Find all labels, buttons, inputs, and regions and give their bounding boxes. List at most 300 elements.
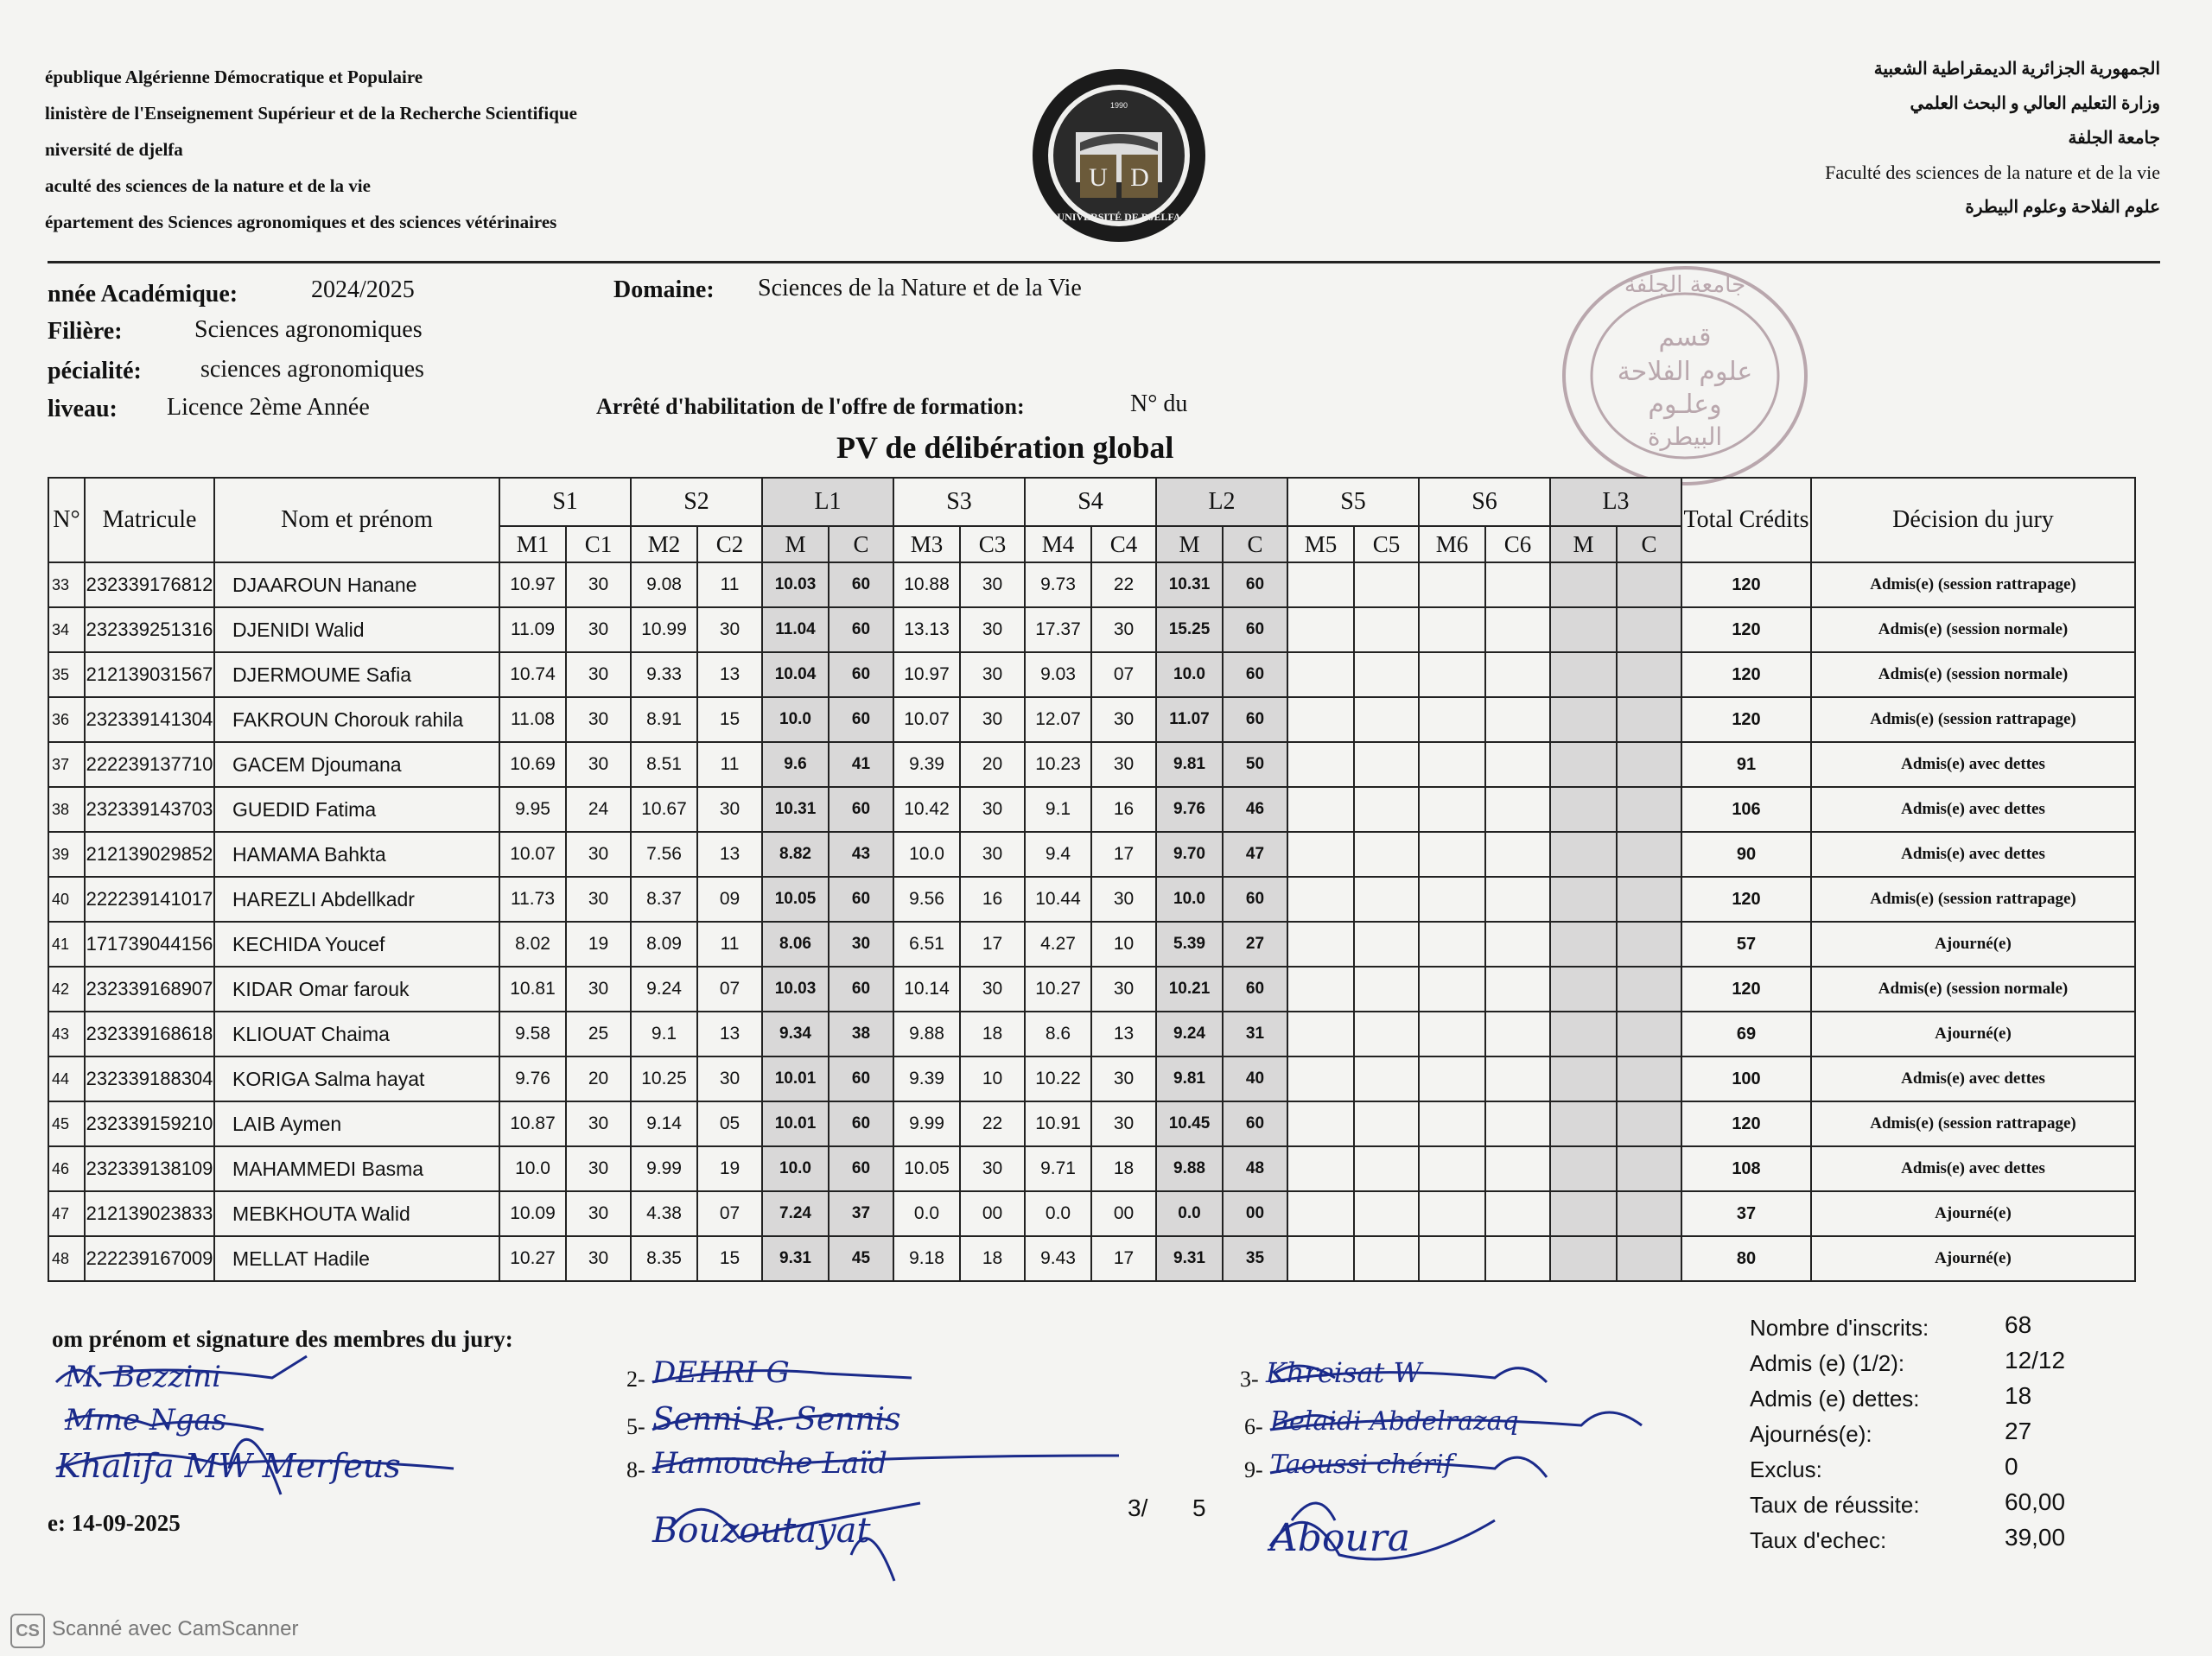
- cell-empty: [1419, 922, 1485, 967]
- cell-grade: 9.33: [631, 652, 697, 697]
- cell-empty: [1550, 967, 1617, 1012]
- cell-empty: [1550, 607, 1617, 652]
- cell-grade: 10.07: [893, 697, 960, 742]
- cell-grade: 9.73: [1025, 562, 1091, 607]
- cell-grade: 45: [829, 1236, 893, 1281]
- cell-decision: Admis(e) avec dettes: [1811, 1056, 2135, 1101]
- cell-grade: 9.31: [1156, 1236, 1223, 1281]
- cell-name: MEBKHOUTA Walid: [214, 1191, 499, 1236]
- cell-grade: 30: [1091, 877, 1156, 922]
- logo-ring-text: UNIVERSITÉ DE DJELFA: [1057, 211, 1181, 223]
- summary-row: [1750, 1311, 2156, 1347]
- camscanner-label: Scanné avec CamScanner: [52, 1617, 299, 1640]
- cell-grade: 40: [1223, 1056, 1287, 1101]
- cell-matricule: 222239167009: [85, 1236, 214, 1281]
- cell-empty: [1354, 562, 1419, 607]
- subcol-header: C: [1223, 526, 1287, 562]
- cell-grade: 16: [960, 877, 1025, 922]
- cell-number: 39: [48, 832, 85, 877]
- cell-grade: 30: [566, 1236, 631, 1281]
- cell-grade: 60: [1223, 562, 1287, 607]
- jury-sig-left-2: Mme Ngas: [65, 1403, 227, 1437]
- cell-total-credits: 120: [1681, 697, 1811, 742]
- cell-empty: [1485, 877, 1550, 922]
- cell-decision: Ajourné(e): [1811, 1236, 2135, 1281]
- cell-total-credits: 69: [1681, 1012, 1811, 1056]
- cell-grade: 12.07: [1025, 697, 1091, 742]
- cell-grade: 60: [1223, 697, 1287, 742]
- cell-grade: 8.06: [762, 922, 829, 967]
- cell-empty: [1617, 1146, 1681, 1191]
- cell-number: 43: [48, 1012, 85, 1056]
- cell-empty: [1485, 562, 1550, 607]
- niveau-value: Licence 2ème Année: [167, 394, 370, 421]
- cell-empty: [1485, 1101, 1550, 1146]
- table-row: [48, 1146, 2135, 1191]
- cell-empty: [1617, 832, 1681, 877]
- cell-grade: 9.4: [1025, 832, 1091, 877]
- cell-grade: 41: [829, 742, 893, 787]
- page-total: 5: [1192, 1494, 1206, 1521]
- cell-empty: [1485, 742, 1550, 787]
- cell-grade: 7.56: [631, 832, 697, 877]
- table-row: [48, 607, 2135, 652]
- cell-empty: [1617, 787, 1681, 832]
- cell-name: FAKROUN Chorouk rahila: [214, 697, 499, 742]
- subcol-header: M: [1550, 526, 1617, 562]
- col-header-s4: S4: [1025, 478, 1156, 526]
- subcol-header: C: [1617, 526, 1681, 562]
- cell-total-credits: 100: [1681, 1056, 1811, 1101]
- cell-number: 35: [48, 652, 85, 697]
- cell-empty: [1617, 607, 1681, 652]
- header-left: [45, 59, 577, 240]
- cell-grade: 30: [960, 832, 1025, 877]
- cell-grade: 10.88: [893, 562, 960, 607]
- cell-empty: [1419, 652, 1485, 697]
- cell-grade: 13: [697, 1012, 762, 1056]
- cell-grade: 10.0: [893, 832, 960, 877]
- cell-empty: [1354, 1146, 1419, 1191]
- table-row: [48, 562, 2135, 607]
- header-faculty-fr: Faculté des sciences de la nature et de la vie: [1825, 162, 2160, 183]
- subcol-header: C3: [960, 526, 1025, 562]
- filiere-value: Sciences agronomiques: [194, 316, 423, 343]
- table-row: [48, 1101, 2135, 1146]
- summary-value: 0: [2005, 1453, 2018, 1480]
- cell-name: DJERMOUME Safia: [214, 652, 499, 697]
- cell-grade: 30: [1091, 1101, 1156, 1146]
- cell-decision: Admis(e) (session normale): [1811, 967, 2135, 1012]
- cell-decision: Admis(e) (session rattrapage): [1811, 1101, 2135, 1146]
- cell-number: 45: [48, 1101, 85, 1146]
- cell-grade: 37: [829, 1191, 893, 1236]
- cell-empty: [1287, 1056, 1354, 1101]
- cell-empty: [1550, 697, 1617, 742]
- cell-grade: 10.67: [631, 787, 697, 832]
- cell-grade: 19: [697, 1146, 762, 1191]
- cell-grade: 10.31: [762, 787, 829, 832]
- cell-empty: [1287, 922, 1354, 967]
- cell-name: MELLAT Hadile: [214, 1236, 499, 1281]
- cell-total-credits: 120: [1681, 562, 1811, 607]
- jury-sig-left-1: M. Bezzini: [65, 1360, 222, 1394]
- cell-grade: 30: [566, 697, 631, 742]
- cell-grade: 9.76: [499, 1056, 566, 1101]
- cell-grade: 20: [960, 742, 1025, 787]
- cell-empty: [1617, 1236, 1681, 1281]
- cell-empty: [1485, 1012, 1550, 1056]
- cell-empty: [1287, 1012, 1354, 1056]
- cell-grade: 60: [1223, 967, 1287, 1012]
- cell-grade: 22: [960, 1101, 1025, 1146]
- cell-empty: [1287, 1191, 1354, 1236]
- cell-empty: [1550, 1146, 1617, 1191]
- cell-matricule: 232339138109: [85, 1146, 214, 1191]
- cell-empty: [1419, 877, 1485, 922]
- cell-grade: 60: [829, 607, 893, 652]
- cell-decision: Admis(e) (session normale): [1811, 607, 2135, 652]
- cell-empty: [1550, 1012, 1617, 1056]
- cell-grade: 09: [697, 877, 762, 922]
- cell-grade: 6.51: [893, 922, 960, 967]
- cell-total-credits: 120: [1681, 1101, 1811, 1146]
- logo-letter-d: D: [1130, 163, 1149, 192]
- cell-grade: 30: [697, 787, 762, 832]
- summary-row: [1750, 1524, 2156, 1559]
- cell-matricule: 222239137710: [85, 742, 214, 787]
- cell-grade: 15.25: [1156, 607, 1223, 652]
- header-republic-ar: الجمهورية الجزائرية الديمقراطية الشعبية: [1873, 60, 2160, 79]
- cell-number: 36: [48, 697, 85, 742]
- cell-grade: 10.05: [762, 877, 829, 922]
- cell-empty: [1354, 1191, 1419, 1236]
- cell-empty: [1287, 742, 1354, 787]
- cell-grade: 9.24: [631, 967, 697, 1012]
- cell-empty: [1485, 652, 1550, 697]
- cell-matricule: 232339168907: [85, 967, 214, 1012]
- cell-empty: [1617, 562, 1681, 607]
- cell-grade: 30: [566, 1146, 631, 1191]
- cell-empty: [1419, 1236, 1485, 1281]
- cell-grade: 10.97: [499, 562, 566, 607]
- cell-empty: [1354, 832, 1419, 877]
- cell-grade: 60: [829, 1056, 893, 1101]
- cell-grade: 24: [566, 787, 631, 832]
- cell-grade: 9.14: [631, 1101, 697, 1146]
- cell-empty: [1354, 1236, 1419, 1281]
- cell-grade: 18: [1091, 1146, 1156, 1191]
- stamp-line-4: البيطرة: [1647, 422, 1723, 451]
- cell-grade: 60: [1223, 652, 1287, 697]
- cell-empty: [1287, 1236, 1354, 1281]
- cell-grade: 07: [1091, 652, 1156, 697]
- cell-number: 33: [48, 562, 85, 607]
- header-ministry-ar: وزارة التعليم العالي و البحث العلمي: [1910, 94, 2160, 113]
- cell-grade: 10.0: [762, 1146, 829, 1191]
- cell-grade: 30: [697, 1056, 762, 1101]
- cell-decision: Admis(e) avec dettes: [1811, 1146, 2135, 1191]
- cell-grade: 10.05: [893, 1146, 960, 1191]
- cell-empty: [1354, 1056, 1419, 1101]
- cell-name: DJENIDI Walid: [214, 607, 499, 652]
- jury-no-5: 5-: [626, 1414, 645, 1439]
- cell-empty: [1550, 1056, 1617, 1101]
- cell-grade: 00: [1091, 1191, 1156, 1236]
- cell-empty: [1485, 922, 1550, 967]
- cell-total-credits: 120: [1681, 607, 1811, 652]
- cell-grade: 19: [566, 922, 631, 967]
- cell-grade: 9.88: [1156, 1146, 1223, 1191]
- jury-sig-2: DEHRI G: [652, 1355, 790, 1390]
- stamp-line-2: علوم الفلاحة: [1617, 357, 1753, 387]
- cell-grade: 11.08: [499, 697, 566, 742]
- cell-name: KIDAR Omar farouk: [214, 967, 499, 1012]
- cell-empty: [1550, 562, 1617, 607]
- cell-grade: 9.70: [1156, 832, 1223, 877]
- cell-empty: [1419, 967, 1485, 1012]
- camscanner-logo: CS: [10, 1614, 45, 1648]
- subcol-header: C: [829, 526, 893, 562]
- cell-grade: 30: [566, 742, 631, 787]
- cell-grade: 30: [1091, 742, 1156, 787]
- cell-grade: 10.07: [499, 832, 566, 877]
- specialite-label: pécialité:: [48, 358, 142, 384]
- cell-decision: Admis(e) (session rattrapage): [1811, 877, 2135, 922]
- cell-empty: [1419, 697, 1485, 742]
- cell-grade: 00: [960, 1191, 1025, 1236]
- cell-grade: 10: [1091, 922, 1156, 967]
- cell-empty: [1485, 1056, 1550, 1101]
- cell-grade: 48: [1223, 1146, 1287, 1191]
- cell-grade: 07: [697, 967, 762, 1012]
- cell-grade: 10.44: [1025, 877, 1091, 922]
- cell-grade: 9.24: [1156, 1012, 1223, 1056]
- cell-grade: 10.42: [893, 787, 960, 832]
- cell-empty: [1354, 922, 1419, 967]
- domaine-label: Domaine:: [613, 276, 715, 303]
- col-header-l3: L3: [1550, 478, 1681, 526]
- cell-total-credits: 120: [1681, 652, 1811, 697]
- cell-empty: [1419, 742, 1485, 787]
- cell-matricule: 222239141017: [85, 877, 214, 922]
- cell-grade: 9.6: [762, 742, 829, 787]
- cell-empty: [1419, 832, 1485, 877]
- cell-grade: 15: [697, 1236, 762, 1281]
- table-row: [48, 697, 2135, 742]
- col-header-nom: Nom et prénom: [214, 478, 499, 562]
- cell-number: 38: [48, 787, 85, 832]
- cell-grade: 30: [566, 607, 631, 652]
- summary-value: 39,00: [2005, 1524, 2066, 1551]
- cell-grade: 60: [829, 877, 893, 922]
- cell-grade: 10.81: [499, 967, 566, 1012]
- table-row: [48, 1191, 2135, 1236]
- niveau-label: liveau:: [48, 396, 118, 422]
- cell-empty: [1419, 1101, 1485, 1146]
- cell-empty: [1419, 1056, 1485, 1101]
- cell-grade: 10.31: [1156, 562, 1223, 607]
- cell-empty: [1419, 1012, 1485, 1056]
- cell-grade: 10.03: [762, 562, 829, 607]
- cell-empty: [1354, 877, 1419, 922]
- cell-decision: Ajourné(e): [1811, 1191, 2135, 1236]
- cell-grade: 8.91: [631, 697, 697, 742]
- cell-grade: 8.37: [631, 877, 697, 922]
- summary-value: 12/12: [2005, 1347, 2066, 1374]
- cell-grade: 25: [566, 1012, 631, 1056]
- jury-sig-9: Taoussi chérif: [1270, 1450, 1453, 1480]
- cell-matricule: 212139031567: [85, 652, 214, 697]
- cell-number: 47: [48, 1191, 85, 1236]
- cell-number: 44: [48, 1056, 85, 1101]
- subcol-header: M3: [893, 526, 960, 562]
- department-stamp: [1555, 259, 1815, 492]
- cell-grade: 60: [1223, 607, 1287, 652]
- summary-row: [1750, 1382, 2156, 1418]
- cell-grade: 17.37: [1025, 607, 1091, 652]
- table-row: [48, 652, 2135, 697]
- specialite-value: sciences agronomiques: [200, 356, 424, 383]
- cell-grade: 27: [1223, 922, 1287, 967]
- cell-empty: [1550, 922, 1617, 967]
- cell-matricule: 232339159210: [85, 1101, 214, 1146]
- col-header-s1: S1: [499, 478, 631, 526]
- cell-matricule: 232339251316: [85, 607, 214, 652]
- cell-total-credits: 37: [1681, 1191, 1811, 1236]
- subcol-header: C2: [697, 526, 762, 562]
- subcol-header: C4: [1091, 526, 1156, 562]
- cell-grade: 9.88: [893, 1012, 960, 1056]
- cell-empty: [1354, 967, 1419, 1012]
- cell-grade: 11.73: [499, 877, 566, 922]
- cell-grade: 30: [697, 607, 762, 652]
- cell-grade: 7.24: [762, 1191, 829, 1236]
- cell-matricule: 232339188304: [85, 1056, 214, 1101]
- cell-grade: 30: [829, 922, 893, 967]
- cell-grade: 11: [697, 562, 762, 607]
- summary-label: Exclus:: [1750, 1456, 1822, 1482]
- cell-grade: 31: [1223, 1012, 1287, 1056]
- cell-matricule: 232339168618: [85, 1012, 214, 1056]
- cell-empty: [1354, 697, 1419, 742]
- cell-grade: 10.0: [1156, 652, 1223, 697]
- cell-number: 42: [48, 967, 85, 1012]
- jury-sig-left-3: Khalifa MW Merfeus: [56, 1447, 401, 1485]
- cell-grade: 50: [1223, 742, 1287, 787]
- cell-empty: [1485, 832, 1550, 877]
- cell-empty: [1485, 967, 1550, 1012]
- subcol-header: C5: [1354, 526, 1419, 562]
- cell-grade: 00: [1223, 1191, 1287, 1236]
- cell-grade: 4.38: [631, 1191, 697, 1236]
- cell-empty: [1354, 652, 1419, 697]
- cell-empty: [1419, 607, 1485, 652]
- subcol-header: C6: [1485, 526, 1550, 562]
- cell-grade: 30: [566, 967, 631, 1012]
- cell-grade: 10.99: [631, 607, 697, 652]
- cell-total-credits: 106: [1681, 787, 1811, 832]
- cell-grade: 10.22: [1025, 1056, 1091, 1101]
- cell-grade: 9.81: [1156, 742, 1223, 787]
- cell-name: DJAAROUN Hanane: [214, 562, 499, 607]
- cell-grade: 46: [1223, 787, 1287, 832]
- col-header-l1: L1: [762, 478, 893, 526]
- cell-grade: 9.56: [893, 877, 960, 922]
- cell-grade: 60: [829, 967, 893, 1012]
- table-row: [48, 1012, 2135, 1056]
- cell-grade: 30: [1091, 1056, 1156, 1101]
- header-divider: [48, 261, 2160, 263]
- cell-empty: [1617, 652, 1681, 697]
- cell-total-credits: 120: [1681, 967, 1811, 1012]
- cell-decision: Admis(e) (session rattrapage): [1811, 562, 2135, 607]
- cell-grade: 60: [829, 1101, 893, 1146]
- cell-name: LAIB Aymen: [214, 1101, 499, 1146]
- summary-label: Nombre d'inscrits:: [1750, 1315, 1929, 1341]
- cell-empty: [1354, 742, 1419, 787]
- cell-matricule: 232339141304: [85, 697, 214, 742]
- summary-value: 18: [2005, 1382, 2032, 1409]
- header-right: [1825, 52, 2160, 225]
- cell-decision: Admis(e) avec dettes: [1811, 832, 2135, 877]
- summary-label: Admis (e) dettes:: [1750, 1386, 1920, 1412]
- cell-grade: 9.18: [893, 1236, 960, 1281]
- cell-grade: 30: [566, 1191, 631, 1236]
- cell-empty: [1287, 877, 1354, 922]
- col-header-decision: Décision du jury: [1811, 478, 2135, 562]
- cell-grade: 8.82: [762, 832, 829, 877]
- cell-grade: 10.69: [499, 742, 566, 787]
- cell-grade: 17: [960, 922, 1025, 967]
- cell-decision: Admis(e) (session rattrapage): [1811, 697, 2135, 742]
- cell-grade: 13.13: [893, 607, 960, 652]
- cell-grade: 13: [1091, 1012, 1156, 1056]
- cell-grade: 11: [697, 742, 762, 787]
- cell-grade: 10.14: [893, 967, 960, 1012]
- cell-grade: 9.39: [893, 742, 960, 787]
- cell-empty: [1485, 1236, 1550, 1281]
- jury-sig-8: Hamouche Laïd: [652, 1446, 887, 1481]
- header-ministry: linistère de l'Enseignement Supérieur et de la Recherche Scientifique: [45, 103, 577, 124]
- cell-empty: [1550, 787, 1617, 832]
- cell-number: 48: [48, 1236, 85, 1281]
- cell-name: HAMAMA Bahkta: [214, 832, 499, 877]
- table-row: [48, 742, 2135, 787]
- cell-grade: 30: [1091, 967, 1156, 1012]
- summary-label: Taux d'echec:: [1750, 1527, 1887, 1553]
- cell-grade: 43: [829, 832, 893, 877]
- cell-decision: Admis(e) avec dettes: [1811, 787, 2135, 832]
- cell-empty: [1550, 832, 1617, 877]
- cell-grade: 9.1: [1025, 787, 1091, 832]
- cell-grade: 10: [960, 1056, 1025, 1101]
- stamp-ring: جامعة الجلفة: [1624, 272, 1746, 298]
- cell-empty: [1550, 742, 1617, 787]
- header-university-ar: جامعة الجلفة: [2068, 129, 2160, 148]
- cell-name: KLIOUAT Chaima: [214, 1012, 499, 1056]
- subcol-header: C1: [566, 526, 631, 562]
- cell-grade: 10.74: [499, 652, 566, 697]
- cell-grade: 0.0: [893, 1191, 960, 1236]
- cell-grade: 15: [697, 697, 762, 742]
- cell-grade: 10.25: [631, 1056, 697, 1101]
- table-row: [48, 1056, 2135, 1101]
- cell-empty: [1419, 1191, 1485, 1236]
- cell-grade: 30: [960, 967, 1025, 1012]
- cell-empty: [1287, 967, 1354, 1012]
- cell-grade: 9.76: [1156, 787, 1223, 832]
